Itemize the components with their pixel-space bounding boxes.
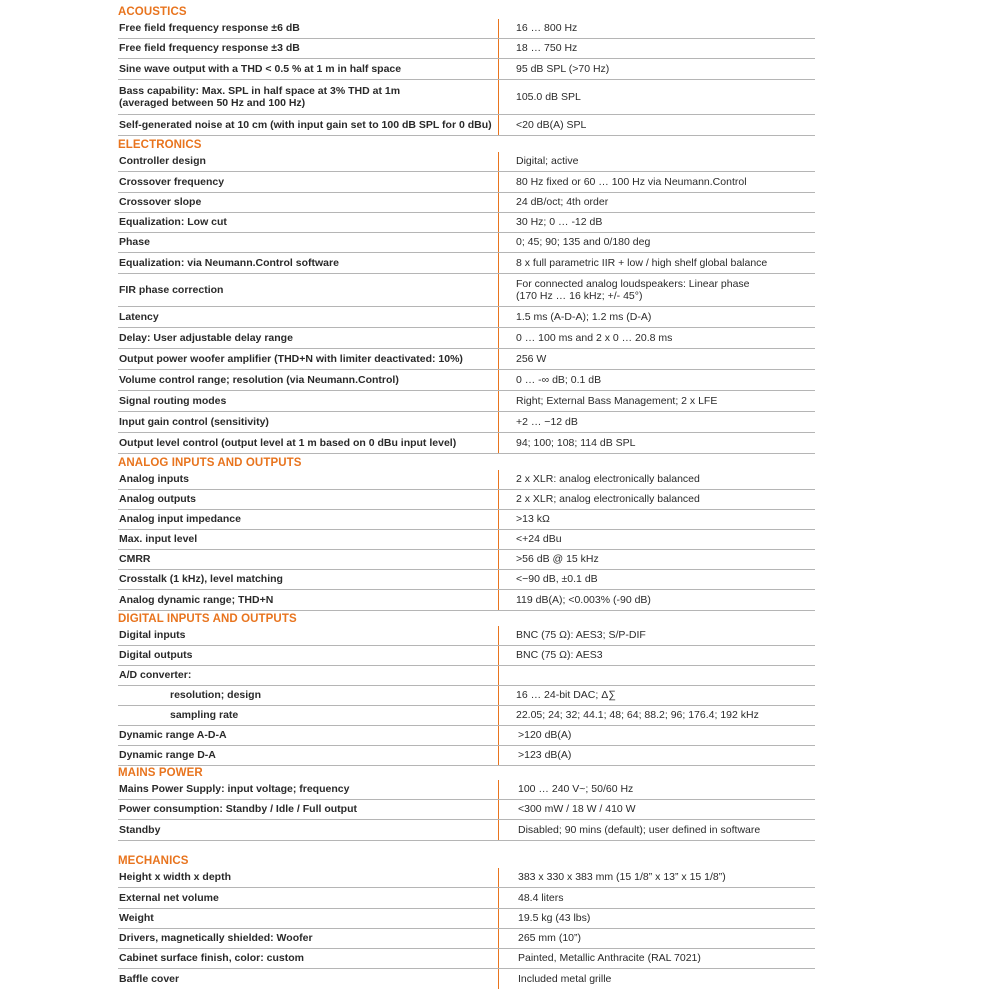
spec-row: [118, 746, 815, 766]
spec-row: [118, 706, 815, 726]
spec-row: [118, 370, 815, 391]
spec-row: [118, 570, 815, 590]
spec-value-text: <−90 dB, ±0.1 dB: [516, 573, 598, 586]
spec-value: [498, 349, 815, 369]
spec-label: Output power woofer amplifier (THD+N with limiter deactivated: 10%): [119, 352, 463, 365]
spec-label: Sine wave output with a THD < 0.5 % at 1 m in half space: [119, 62, 402, 75]
spec-sheet: [118, 5, 815, 989]
spec-value: [498, 253, 815, 273]
spec-value: [498, 800, 815, 819]
spec-value: [498, 80, 815, 114]
spec-label: A/D converter:: [119, 669, 192, 682]
spec-label: Mains Power Supply: input voltage; frequency: [119, 783, 350, 796]
spec-value: [498, 530, 815, 549]
spec-label: Equalization: via Neumann.Control software: [119, 256, 339, 269]
spec-label: Power consumption: Standby / Idle / Full output: [119, 803, 357, 816]
spec-label: Self-generated noise at 10 cm (with input gain set to 100 dB SPL for 0 dBu): [119, 118, 492, 131]
spec-label: Height x width x depth: [119, 871, 231, 884]
spec-row: [118, 115, 815, 136]
section-spacer: [118, 841, 815, 854]
spec-value-text: 18 … 750 Hz: [516, 42, 578, 55]
spec-value: [498, 570, 815, 589]
spec-value: [498, 470, 815, 489]
spec-row: [118, 412, 815, 433]
spec-value: [498, 726, 815, 745]
spec-label: Volume control range; resolution (via Neumann.Control): [119, 373, 399, 386]
spec-row: [118, 820, 815, 841]
spec-value-text: <300 mW / 18 W / 410 W: [518, 803, 636, 816]
spec-value: [498, 152, 815, 171]
spec-value-text: 16 … 24-bit DAC; Δ∑: [516, 689, 616, 702]
spec-row: [118, 590, 815, 611]
spec-value-text: >123 dB(A): [518, 749, 572, 762]
spec-label: Analog dynamic range; THD+N: [119, 593, 274, 606]
spec-value-text: <20 dB(A) SPL: [516, 118, 587, 131]
spec-value-text: >56 dB @ 15 kHz: [516, 553, 599, 566]
spec-value: [498, 550, 815, 569]
section-mechanics: [118, 854, 815, 989]
spec-row: [118, 888, 815, 909]
spec-value: [498, 213, 815, 232]
spec-value: [498, 193, 815, 212]
spec-value-text: Right; External Bass Management; 2 x LFE: [516, 394, 718, 407]
section-title: DIGITAL INPUTS AND OUTPUTS: [118, 613, 297, 625]
spec-row: [118, 274, 815, 307]
spec-row: [118, 349, 815, 370]
spec-label: Latency: [119, 310, 159, 323]
spec-row: [118, 433, 815, 454]
spec-label: resolution; design: [170, 689, 262, 702]
spec-value-text: 19.5 kg (43 lbs): [518, 912, 591, 925]
spec-value-text: Digital; active: [516, 155, 579, 168]
spec-label: Free field frequency response ±3 dB: [119, 42, 300, 55]
spec-label: Dynamic range D-A: [119, 749, 216, 762]
spec-value-text: Painted, Metallic Anthracite (RAL 7021): [518, 952, 701, 965]
spec-value: [498, 706, 815, 725]
spec-value-text: 94; 100; 108; 114 dB SPL: [516, 436, 636, 449]
spec-row: [118, 868, 815, 888]
spec-row: [118, 213, 815, 233]
spec-value-text: 48.4 liters: [518, 891, 564, 904]
spec-value: [498, 172, 815, 192]
spec-value: [498, 115, 815, 135]
spec-label: Crosstalk (1 kHz), level matching: [119, 573, 283, 586]
section-digital-inputs-and-outputs: [118, 612, 815, 766]
spec-row: [118, 686, 815, 706]
spec-value-text: 383 x 330 x 383 mm (15 1/8” x 13” x 15 1/8”): [518, 871, 726, 884]
spec-label: Analog outputs: [119, 493, 196, 506]
spec-value: [498, 746, 815, 765]
spec-label: Free field frequency response ±6 dB: [119, 22, 300, 35]
spec-label: FIR phase correction: [119, 283, 224, 296]
spec-label: Crossover slope: [119, 196, 202, 209]
spec-value-text: 2 x XLR: analog electronically balanced: [516, 473, 700, 486]
spec-row: [118, 909, 815, 929]
spec-label: Analog input impedance: [119, 513, 241, 526]
spec-value: [498, 868, 815, 887]
spec-value-text: 105.0 dB SPL: [516, 90, 581, 103]
spec-value-text: 100 … 240 V~; 50/60 Hz: [518, 783, 634, 796]
spec-label: Equalization: Low cut: [119, 216, 227, 229]
spec-value-text: Disabled; 90 mins (default); user defined in software: [518, 823, 761, 836]
spec-row: [118, 929, 815, 949]
spec-row: [118, 19, 815, 39]
section-analog-inputs-and-outputs: [118, 456, 815, 612]
spec-label: Digital outputs: [119, 649, 193, 662]
spec-value-text: 80 Hz fixed or 60 … 100 Hz via Neumann.Control: [516, 175, 747, 188]
spec-value-text: <+24 dBu: [516, 533, 562, 546]
spec-row: [118, 172, 815, 193]
spec-row: [118, 253, 815, 274]
spec-value-text: 0 … -∞ dB; 0.1 dB: [516, 373, 602, 386]
spec-row: [118, 233, 815, 253]
section-title: MAINS POWER: [118, 767, 203, 779]
spec-label: Delay: User adjustable delay range: [119, 331, 293, 344]
spec-value: [498, 510, 815, 529]
spec-row: [118, 969, 815, 989]
spec-value-text: 95 dB SPL (>70 Hz): [516, 62, 610, 75]
spec-value-text: 0 … 100 ms and 2 x 0 … 20.8 ms: [516, 331, 673, 344]
spec-value: [498, 490, 815, 509]
spec-row: [118, 490, 815, 510]
section-title: ELECTRONICS: [118, 139, 202, 151]
spec-value: [498, 19, 815, 38]
spec-value-text: Included metal grille: [518, 972, 612, 985]
spec-row: [118, 80, 815, 115]
spec-label: Controller design: [119, 155, 206, 168]
spec-value: [498, 646, 815, 665]
spec-value: [498, 929, 815, 948]
spec-label: External net volume: [119, 891, 219, 904]
section-title: ACOUSTICS: [118, 6, 187, 18]
spec-value-text: +2 … −12 dB: [516, 415, 578, 428]
spec-value: [498, 274, 815, 306]
spec-value-text: BNC (75 Ω): AES3: [516, 649, 603, 662]
spec-label: Output level control (output level at 1 m based on 0 dBu input level): [119, 436, 457, 449]
spec-label: Signal routing modes: [119, 394, 227, 407]
spec-value-text: For connected analog loudspeakers: Linear phase (170 Hz … 16 kHz; +/- 45°): [516, 277, 750, 302]
spec-value-text: >120 dB(A): [518, 729, 572, 742]
spec-row: [118, 391, 815, 412]
spec-row: [118, 328, 815, 349]
spec-value: [498, 949, 815, 968]
spec-value: [498, 370, 815, 390]
section-title: MECHANICS: [118, 855, 189, 867]
spec-value: [498, 666, 815, 685]
spec-value: [498, 433, 815, 453]
spec-value: [498, 590, 815, 610]
spec-value: [498, 626, 815, 645]
spec-row: [118, 550, 815, 570]
spec-value: [498, 412, 815, 432]
spec-row: [118, 626, 815, 646]
spec-value: [498, 39, 815, 58]
spec-row: [118, 726, 815, 746]
spec-label: Dynamic range A-D-A: [119, 729, 227, 742]
section-mains-power: [118, 766, 815, 854]
spec-value: [498, 909, 815, 928]
spec-row: [118, 646, 815, 666]
section-title: ANALOG INPUTS AND OUTPUTS: [118, 457, 302, 469]
spec-value: [498, 328, 815, 348]
spec-row: [118, 470, 815, 490]
spec-value: [498, 233, 815, 252]
spec-row: [118, 800, 815, 820]
spec-value: [498, 969, 815, 989]
spec-label: Input gain control (sensitivity): [119, 415, 269, 428]
spec-label: Cabinet surface finish, color: custom: [119, 952, 304, 965]
spec-value: [498, 686, 815, 705]
spec-value-text: 22.05; 24; 32; 44.1; 48; 64; 88.2; 96; 176.4; 192 kHz: [516, 709, 759, 722]
spec-value-text: 16 … 800 Hz: [516, 22, 578, 35]
spec-row: [118, 59, 815, 80]
spec-value-text: 8 x full parametric IIR + low / high shelf global balance: [516, 256, 768, 269]
spec-row: [118, 780, 815, 800]
spec-label: Analog inputs: [119, 473, 189, 486]
spec-value-text: 265 mm (10”): [518, 932, 582, 945]
section-acoustics: [118, 5, 815, 138]
spec-row: [118, 193, 815, 213]
spec-value-text: 0; 45; 90; 135 and 0/180 deg: [516, 236, 651, 249]
spec-value-text: 256 W: [516, 352, 547, 365]
spec-label: Standby: [119, 823, 161, 836]
spec-value-text: BNC (75 Ω): AES3; S/P-DIF: [516, 629, 646, 642]
spec-value: [498, 59, 815, 79]
spec-row: [118, 152, 815, 172]
spec-row: [118, 530, 815, 550]
spec-value-text: >13 kΩ: [516, 513, 550, 526]
spec-row: [118, 949, 815, 969]
spec-row: [118, 39, 815, 59]
spec-row: [118, 307, 815, 328]
spec-label: Phase: [119, 236, 150, 249]
section-electronics: [118, 138, 815, 456]
spec-label: sampling rate: [170, 709, 239, 722]
spec-value: [498, 780, 815, 799]
spec-value-text: 30 Hz; 0 … -12 dB: [516, 216, 603, 229]
spec-row: [118, 666, 815, 686]
spec-label: Weight: [119, 912, 154, 925]
spec-row: [118, 510, 815, 530]
spec-label: Digital inputs: [119, 629, 186, 642]
spec-label: Baffle cover: [119, 972, 180, 985]
spec-value: [498, 307, 815, 327]
spec-value-text: 119 dB(A); <0.003% (-90 dB): [516, 593, 651, 606]
spec-label: Bass capability: Max. SPL in half space at 3% THD at 1m (averaged between 50 Hz and 100 Hz): [119, 84, 401, 109]
spec-label: CMRR: [119, 553, 151, 566]
spec-value-text: 24 dB/oct; 4th order: [516, 196, 609, 209]
spec-value: [498, 888, 815, 908]
spec-value-text: 2 x XLR; analog electronically balanced: [516, 493, 700, 506]
spec-value-text: 1.5 ms (A-D-A); 1.2 ms (D-A): [516, 310, 652, 323]
spec-value: [498, 820, 815, 840]
spec-value: [498, 391, 815, 411]
spec-label: Crossover frequency: [119, 175, 225, 188]
spec-label: Max. input level: [119, 533, 198, 546]
spec-label: Drivers, magnetically shielded: Woofer: [119, 932, 313, 945]
